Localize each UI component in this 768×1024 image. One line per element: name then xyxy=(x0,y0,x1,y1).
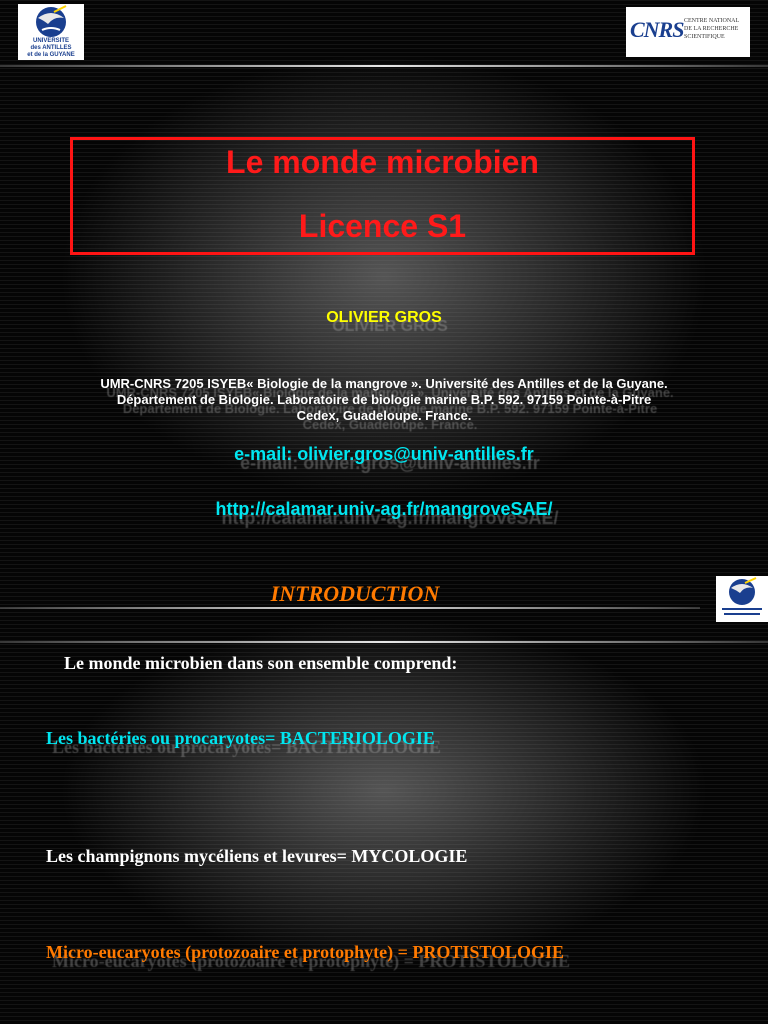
introduction-slide xyxy=(0,576,768,1024)
email-link[interactable]: e-mail: olivier.gros@univ-antilles.fr xyxy=(234,444,534,464)
university-logo-line: UNIVERSITE xyxy=(32,38,69,44)
university-logo-small xyxy=(716,576,768,622)
intro-text: Le monde microbien dans son ensemble comprend: xyxy=(64,653,458,673)
university-logo-line: des ANTILLES xyxy=(30,45,72,51)
list-item-protistology: Micro-eucaryotes (protozoaire et protophyte) = PROTISTOLOGIE xyxy=(46,942,565,962)
website-link[interactable]: http://calamar.univ-ag.fr/mangroveSAE/ xyxy=(215,499,553,519)
list-item-bacteriology: Les bactéries ou procaryotes= BACTERIOLOGIE xyxy=(46,728,435,748)
author-name: OLIVIER GROS xyxy=(326,309,442,326)
top-divider xyxy=(0,65,768,67)
affiliation-line: Cedex, Guadeloupe. France. xyxy=(296,408,472,423)
cnrs-logo xyxy=(626,7,750,57)
title-line-2: Licence S1 xyxy=(298,208,467,244)
heading-divider-bottom xyxy=(0,641,768,643)
heading-divider-top xyxy=(0,607,700,609)
cnrs-line: CENTRE NATIONAL xyxy=(684,18,740,24)
list-item-mycology: Les champignons mycéliens et levures= MYCOLOGIE xyxy=(46,846,468,866)
university-logo xyxy=(18,4,84,60)
slide-heading: INTRODUCTION xyxy=(270,581,440,606)
globe-icon xyxy=(716,576,768,622)
cnrs-line: DE LA RECHERCHE xyxy=(684,26,739,32)
title-line-1: Le monde microbien xyxy=(226,144,539,180)
affiliation-line: Département de Biologie. Laboratoire de biologie marine B.P. 592. 97159 Pointe-à-Pitre xyxy=(116,392,652,407)
university-logo-line: et de la GUYANE xyxy=(27,52,75,58)
cnrs-mark: CNRS xyxy=(630,17,684,42)
affiliation-line: UMR-CNRS 7205 ISYEB« Biologie de la mangrove ». Université des Antilles et de la Guyane. xyxy=(100,376,668,391)
cnrs-line: SCIENTIFIQUE xyxy=(684,34,725,40)
title-box xyxy=(70,137,695,255)
affiliation xyxy=(0,376,768,424)
